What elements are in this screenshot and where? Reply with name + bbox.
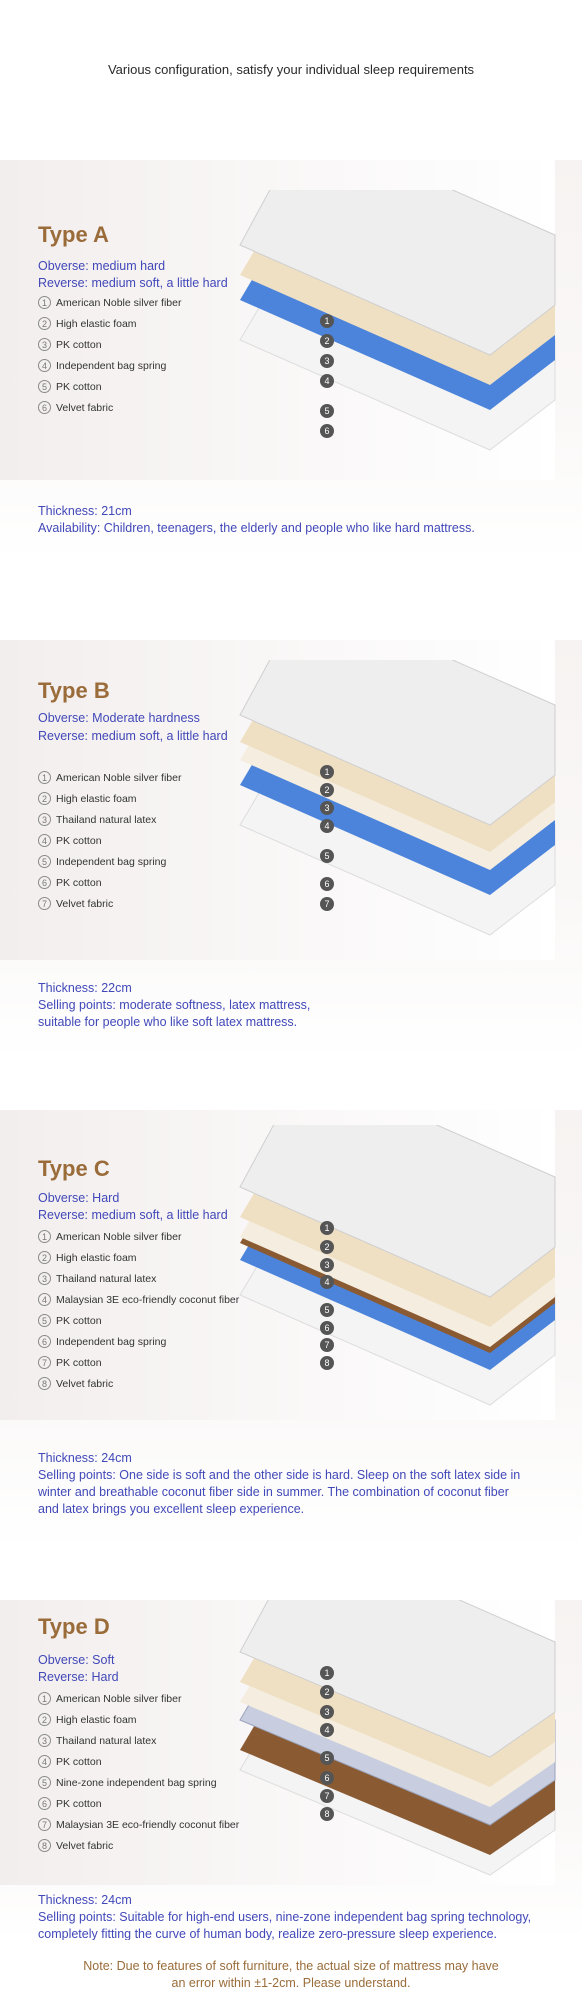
type-b-section bbox=[0, 640, 582, 1060]
type-title: Type A bbox=[38, 222, 109, 247]
svg-text:5: 5 bbox=[324, 851, 330, 861]
layer-item: 3 Thailand natural latex bbox=[38, 1730, 239, 1751]
reverse-spec: Reverse: medium soft, a little hard bbox=[38, 276, 228, 290]
svg-text:3: 3 bbox=[324, 356, 330, 366]
svg-text:1: 1 bbox=[324, 316, 330, 326]
layer-item: 2 High elastic foam bbox=[38, 788, 181, 809]
svg-text:2: 2 bbox=[324, 785, 330, 795]
svg-text:1: 1 bbox=[324, 1223, 330, 1233]
mattress-illustration bbox=[230, 1600, 560, 1880]
svg-text:7: 7 bbox=[324, 899, 330, 909]
type-description: Thickness: 22cm Selling points: moderate softness, latex mattress, suitable for people who like soft latex mattress. bbox=[38, 981, 311, 1029]
obverse-spec: Obverse: medium hard bbox=[38, 259, 166, 273]
obverse-spec: Obverse: Soft bbox=[38, 1653, 115, 1667]
svg-text:7: 7 bbox=[324, 1340, 330, 1350]
layer-item: 3 PK cotton bbox=[38, 334, 181, 355]
layer-item: 1 American Noble silver fiber bbox=[38, 292, 181, 313]
svg-text:4: 4 bbox=[324, 1725, 330, 1735]
type-description: Thickness: 24cm Selling points: Suitable for high-end users, nine-zone independent bag spring technology, completely fitting the curve of human body, realize zero-pressure sleep experience. bbox=[38, 1893, 532, 1940]
svg-text:4: 4 bbox=[324, 821, 330, 831]
layer-item: 4 PK cotton bbox=[38, 830, 181, 851]
svg-text:2: 2 bbox=[324, 336, 330, 346]
layer-item: 4 Malaysian 3E eco-friendly coconut fiber bbox=[38, 1289, 239, 1310]
layer-item: 7 Velvet fabric bbox=[38, 893, 181, 914]
layer-item: 6 Independent bag spring bbox=[38, 1331, 239, 1352]
layer-item: 3 Thailand natural latex bbox=[38, 809, 181, 830]
type-description: Thickness: 24cm Selling points: One side is soft and the other side is hard. Sleep on the soft latex side in winter and breathable coconut fiber side in summer. The combination of coconut fiber and latex brings you excellent sleep experience. bbox=[38, 1451, 521, 1516]
layer-item: 6 PK cotton bbox=[38, 1793, 239, 1814]
layer-item: 4 Independent bag spring bbox=[38, 355, 181, 376]
layer-item: 6 Velvet fabric bbox=[38, 397, 181, 418]
svg-text:3: 3 bbox=[324, 1260, 330, 1270]
layer-item: 7 PK cotton bbox=[38, 1352, 239, 1373]
svg-text:6: 6 bbox=[324, 1323, 330, 1333]
layer-item: 6 PK cotton bbox=[38, 872, 181, 893]
mattress-illustration bbox=[230, 190, 560, 460]
mattress-illustration bbox=[230, 1125, 560, 1415]
reverse-spec: Reverse: medium soft, a little hard bbox=[38, 729, 228, 743]
layer-item: 5 Independent bag spring bbox=[38, 851, 181, 872]
type-title: Type D bbox=[38, 1614, 110, 1639]
obverse-spec: Obverse: Hard bbox=[38, 1191, 120, 1205]
page-header: Various configuration, satisfy your individual sleep requirements bbox=[107, 62, 475, 77]
layer-item: 2 High elastic foam bbox=[38, 1247, 239, 1268]
layer-item: 1 American Noble silver fiber bbox=[38, 1226, 239, 1247]
layer-item: 5 PK cotton bbox=[38, 1310, 239, 1331]
layer-item: 1 American Noble silver fiber bbox=[38, 1688, 239, 1709]
type-c-section bbox=[0, 1110, 582, 1550]
svg-text:4: 4 bbox=[324, 376, 330, 386]
type-a-section bbox=[0, 160, 582, 560]
layer-item: 3 Thailand natural latex bbox=[38, 1268, 239, 1289]
svg-text:8: 8 bbox=[324, 1809, 330, 1819]
layer-item: 2 High elastic foam bbox=[38, 1709, 239, 1730]
type-d-section bbox=[0, 1600, 582, 1940]
layer-item: 5 PK cotton bbox=[38, 376, 181, 397]
svg-text:6: 6 bbox=[324, 1773, 330, 1783]
svg-text:5: 5 bbox=[324, 1305, 330, 1315]
type-title: Type B bbox=[38, 678, 110, 703]
svg-text:1: 1 bbox=[324, 767, 330, 777]
svg-text:7: 7 bbox=[324, 1791, 330, 1801]
layer-item: 7 Malaysian 3E eco-friendly coconut fiber bbox=[38, 1814, 239, 1835]
size-note: Note: Due to features of soft furniture, the actual size of mattress may have an error within ±1-2cm. Please understand. bbox=[83, 1959, 499, 1990]
svg-text:2: 2 bbox=[324, 1687, 330, 1697]
svg-text:3: 3 bbox=[324, 803, 330, 813]
svg-text:4: 4 bbox=[324, 1277, 330, 1287]
svg-text:2: 2 bbox=[324, 1242, 330, 1252]
layer-list bbox=[38, 292, 181, 418]
layer-item: 2 High elastic foam bbox=[38, 313, 181, 334]
reverse-spec: Reverse: Hard bbox=[38, 1670, 119, 1684]
layer-item: 1 American Noble silver fiber bbox=[38, 767, 181, 788]
svg-text:8: 8 bbox=[324, 1358, 330, 1368]
type-description: Thickness: 21cm Availability: Children, teenagers, the elderly and people who like hard mattress. bbox=[38, 504, 475, 535]
reverse-spec: Reverse: medium soft, a little hard bbox=[38, 1208, 228, 1222]
layer-list bbox=[38, 767, 181, 914]
svg-text:6: 6 bbox=[324, 426, 330, 436]
mattress-illustration bbox=[230, 660, 560, 950]
svg-text:5: 5 bbox=[324, 406, 330, 416]
layer-item: 8 Velvet fabric bbox=[38, 1373, 239, 1394]
layer-list bbox=[38, 1688, 239, 1856]
svg-text:5: 5 bbox=[324, 1753, 330, 1763]
layer-list bbox=[38, 1226, 239, 1394]
obverse-spec: Obverse: Moderate hardness bbox=[38, 711, 200, 725]
svg-text:1: 1 bbox=[324, 1668, 330, 1678]
type-title: Type C bbox=[38, 1156, 110, 1181]
svg-text:6: 6 bbox=[324, 879, 330, 889]
layer-item: 5 Nine-zone independent bag spring bbox=[38, 1772, 239, 1793]
layer-item: 4 PK cotton bbox=[38, 1751, 239, 1772]
layer-item: 8 Velvet fabric bbox=[38, 1835, 239, 1856]
svg-text:3: 3 bbox=[324, 1707, 330, 1717]
